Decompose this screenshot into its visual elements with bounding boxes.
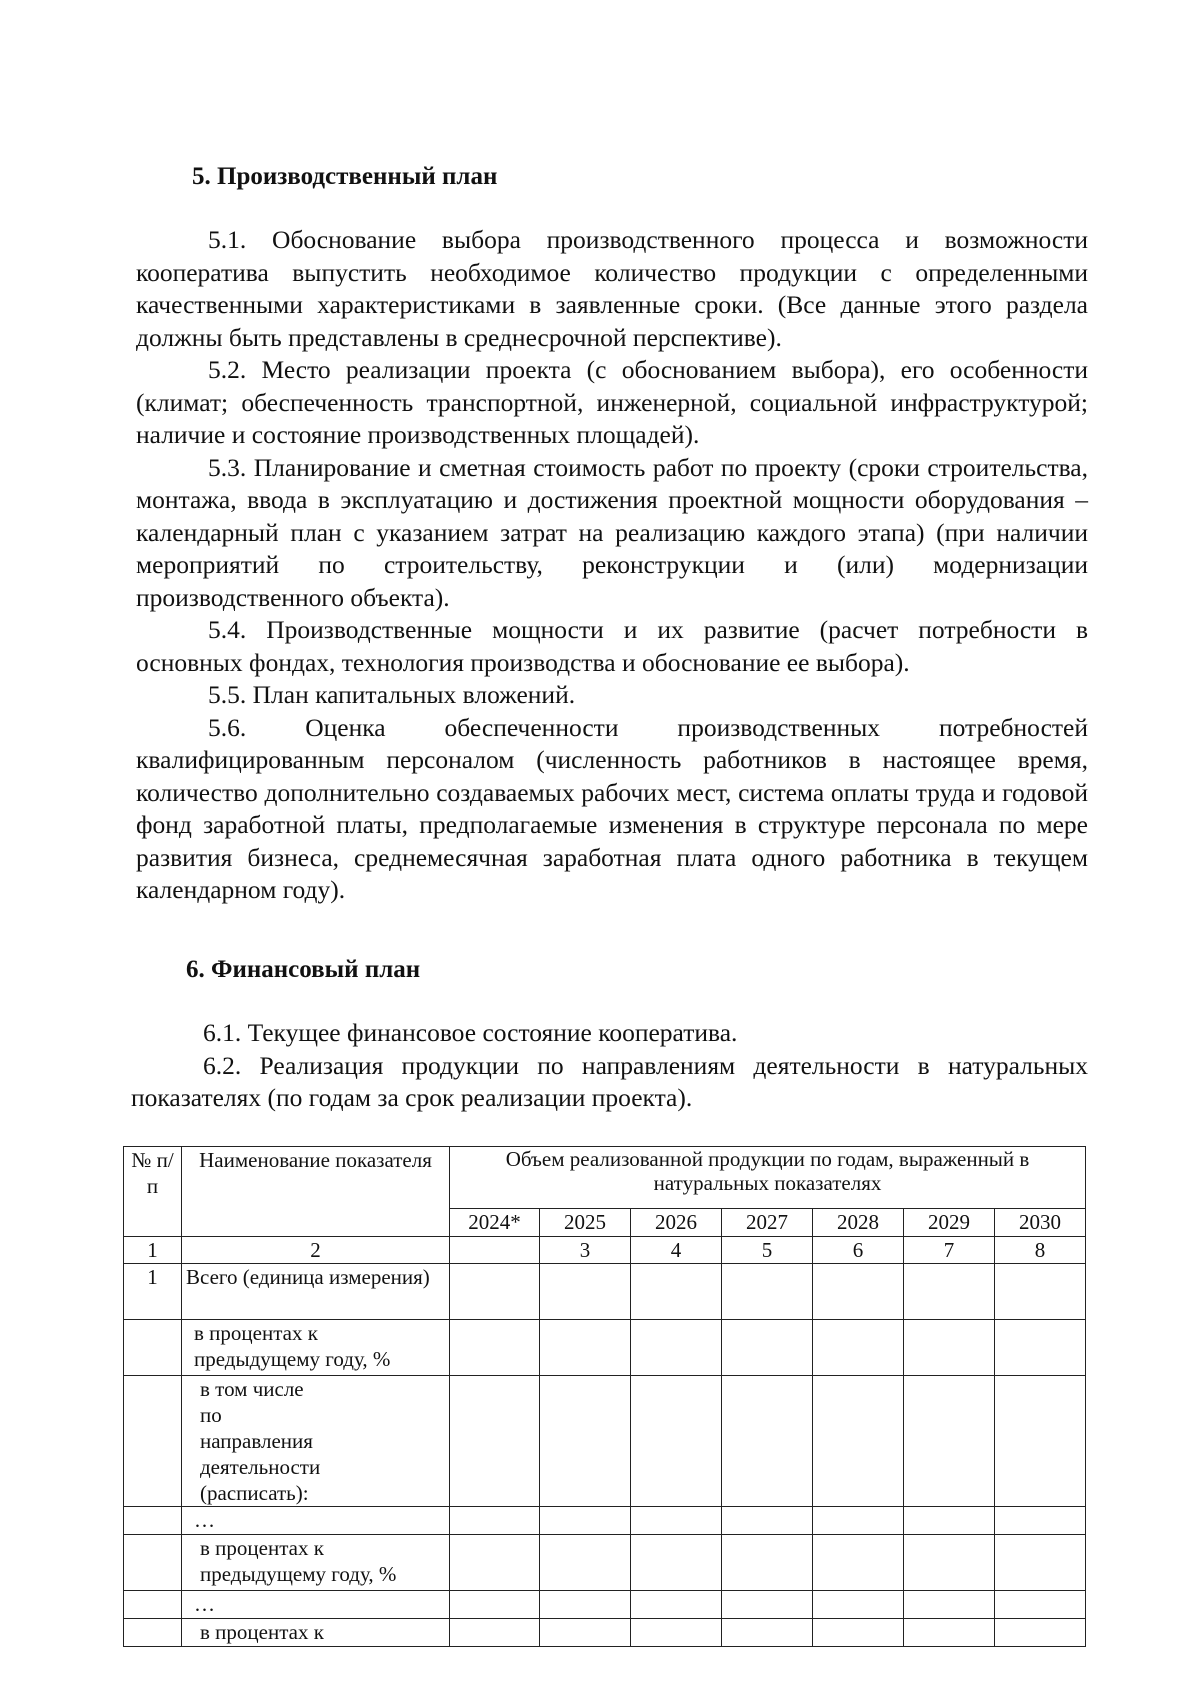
column-index: 5	[722, 1237, 813, 1264]
header-year: 2024*	[450, 1209, 540, 1237]
header-year: 2025	[540, 1209, 631, 1237]
table-row	[124, 1535, 1086, 1591]
row-name: …	[182, 1591, 450, 1619]
column-index: 3	[540, 1237, 631, 1264]
column-index	[450, 1237, 540, 1264]
table-row	[124, 1264, 1086, 1320]
paragraph-5-1: 5.1. Обоснование выбора производственного процесса и возможности кооператива выпустить необходимое количество продукции с определенными качественными характеристиками в заявленные сроки. (Все данные этого раздела должны быть представлены в среднесрочной перспективе).	[136, 225, 1088, 352]
sales-volume-table	[123, 1146, 1086, 1647]
row-name: в том числе по направления деятельности (расписать):	[182, 1376, 450, 1507]
section-6-body	[131, 1017, 1088, 1115]
header-year: 2026	[631, 1209, 722, 1237]
column-index: 2	[182, 1237, 450, 1264]
header-year: 2030	[995, 1209, 1086, 1237]
paragraph-6-1: 6.1. Текущее финансовое состояние кооператива.	[203, 1018, 738, 1047]
header-year: 2027	[722, 1209, 813, 1237]
paragraph-6-2: 6.2. Реализация продукции по направлениям деятельности в натуральных показателях (по годам за срок реализации проекта).	[131, 1050, 1088, 1112]
paragraph-5-4: 5.4. Производственные мощности и их развитие (расчет потребности в основных фондах, технология производства и обоснование ее выбора).	[136, 615, 1088, 677]
section-5-body	[136, 224, 1088, 907]
section-5-title: 5. Производственный план	[192, 163, 498, 190]
table-row	[124, 1591, 1086, 1619]
paragraph-5-6: 5.6. Оценка обеспеченности производственных потребностей квалифицированным персоналом (численность работников в настоящее время, количество дополнительно создаваемых рабочих мест, система оплаты труда и годовой фонд заработной платы, предполагаемые изменения в структуре персонала по мере развития бизнеса, среднемесячная заработная плата одного работника в текущем календарном году).	[136, 712, 1088, 904]
row-name: Всего (единица измерения)	[182, 1264, 450, 1320]
row-name: …	[182, 1507, 450, 1535]
row-name: в процентах к	[182, 1619, 450, 1647]
header-volume: Объем реализованной продукции по годам, выраженный в натуральных показателях	[450, 1147, 1086, 1209]
header-indicator-name: Наименование показателя	[182, 1147, 450, 1237]
row-number	[124, 1535, 182, 1591]
header-year: 2029	[904, 1209, 995, 1237]
header-year: 2028	[813, 1209, 904, 1237]
row-number	[124, 1619, 182, 1647]
table-row	[124, 1320, 1086, 1376]
column-index-row	[124, 1237, 1086, 1264]
column-index: 6	[813, 1237, 904, 1264]
row-number	[124, 1376, 182, 1507]
row-number	[124, 1591, 182, 1619]
table-row	[124, 1619, 1086, 1647]
paragraph-5-3: 5.3. Планирование и сметная стоимость работ по проекту (сроки строительства, монтажа, ввода в эксплуатацию и достижения проектной мощности оборудования – календарный план с указанием затрат на реализацию каждого этапа) (при наличии мероприятий по строительству, реконструкции и (или) модернизации производственного объекта).	[136, 452, 1088, 612]
table-row	[124, 1376, 1086, 1507]
row-name: в процентах к предыдущему году, %	[182, 1535, 450, 1591]
row-number	[124, 1507, 182, 1535]
row-number: 1	[124, 1264, 182, 1320]
column-index: 1	[124, 1237, 182, 1264]
paragraph-5-5: 5.5. План капитальных вложений.	[208, 680, 576, 709]
section-6-title: 6. Финансовый план	[186, 956, 421, 983]
table-row	[124, 1507, 1086, 1535]
column-index: 4	[631, 1237, 722, 1264]
row-number	[124, 1320, 182, 1376]
header-number: № п/п	[124, 1147, 182, 1237]
column-index: 7	[904, 1237, 995, 1264]
column-index: 8	[995, 1237, 1086, 1264]
paragraph-5-2: 5.2. Место реализации проекта (с обоснованием выбора), его особенности (климат; обеспеченность транспортной, инженерной, социальной инфраструктурой; наличие и состояние производственных площадей).	[136, 355, 1088, 449]
row-name: в процентах к предыдущему году, %	[182, 1320, 450, 1376]
